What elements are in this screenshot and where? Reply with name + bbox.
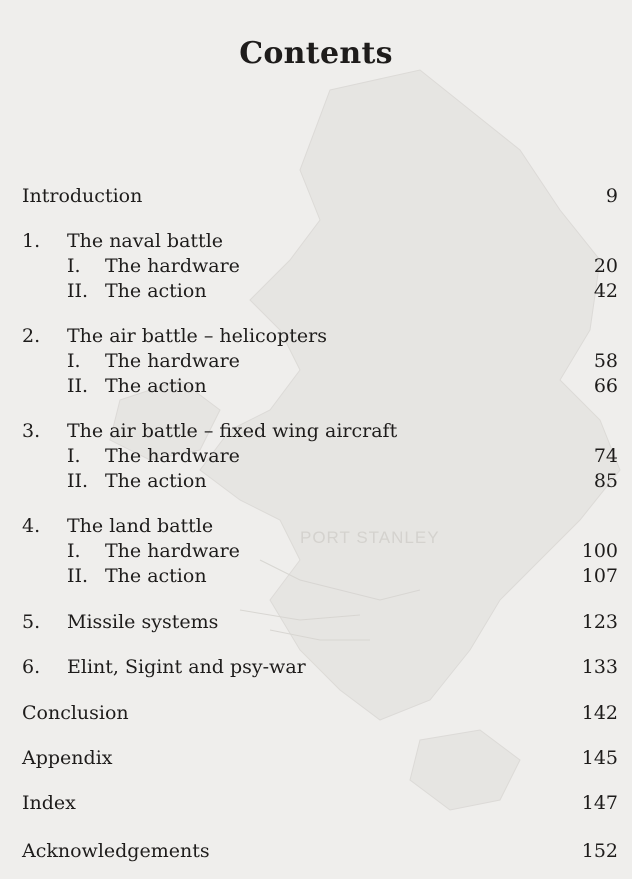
entry-title: Index xyxy=(22,792,76,814)
page-number: 147 xyxy=(581,792,618,814)
page-number: 123 xyxy=(581,611,618,633)
toc-section xyxy=(0,253,632,279)
toc-section xyxy=(0,278,632,304)
page-title: Contents xyxy=(239,36,393,71)
entry-title: Appendix xyxy=(22,747,113,769)
chapter-number: 2. xyxy=(22,325,41,347)
page-number: 58 xyxy=(593,350,618,372)
toc-entry-introduction xyxy=(0,183,632,209)
toc-chapter-2 xyxy=(0,323,632,349)
toc-section xyxy=(0,348,632,374)
toc-chapter-4 xyxy=(0,513,632,539)
entry-title: Acknowledgements xyxy=(22,840,210,862)
page-number: 133 xyxy=(581,656,618,678)
chapter-title: Missile systems xyxy=(67,611,219,633)
toc-chapter-1 xyxy=(0,228,632,254)
page-number: 42 xyxy=(593,280,618,302)
chapter-title: The land battle xyxy=(67,515,214,537)
page-number: 74 xyxy=(593,445,618,467)
map-label-text: PORT STANLEY xyxy=(300,528,440,547)
toc-section xyxy=(0,443,632,469)
section-title: The action xyxy=(105,280,207,302)
chapter-number: 3. xyxy=(22,420,41,442)
section-title: The hardware xyxy=(105,255,240,277)
page-number: 145 xyxy=(581,747,618,769)
toc-section xyxy=(0,538,632,564)
toc-chapter-6 xyxy=(0,654,632,680)
section-number: II. xyxy=(67,470,89,492)
page-number: 20 xyxy=(593,255,618,277)
section-number: I. xyxy=(67,255,81,277)
section-title: The action xyxy=(105,375,207,397)
section-number: II. xyxy=(67,565,89,587)
section-title: The hardware xyxy=(105,445,240,467)
toc-section xyxy=(0,563,632,589)
section-number: I. xyxy=(67,350,81,372)
toc-chapter-5 xyxy=(0,609,632,635)
chapter-title: The air battle – fixed wing aircraft xyxy=(67,420,398,442)
chapter-number: 1. xyxy=(22,230,41,252)
section-title: The hardware xyxy=(105,350,240,372)
chapter-number: 4. xyxy=(22,515,41,537)
section-title: The action xyxy=(105,565,207,587)
section-number: II. xyxy=(67,280,89,302)
section-title: The hardware xyxy=(105,540,240,562)
section-number: I. xyxy=(67,445,81,467)
chapter-number: 6. xyxy=(22,656,41,678)
section-number: II. xyxy=(67,375,89,397)
page-number: 152 xyxy=(581,840,618,862)
toc-chapter-3 xyxy=(0,418,632,444)
toc-entry-acknowledgements xyxy=(0,838,632,864)
page-number: 66 xyxy=(593,375,618,397)
section-number: I. xyxy=(67,540,81,562)
chapter-title: The naval battle xyxy=(67,230,224,252)
section-title: The action xyxy=(105,470,207,492)
page-number: 9 xyxy=(605,185,618,207)
toc-entry-index xyxy=(0,790,632,816)
entry-title: Conclusion xyxy=(22,702,129,724)
page-number: 107 xyxy=(581,565,618,587)
chapter-title: The air battle – helicopters xyxy=(67,325,327,347)
page-number: 100 xyxy=(581,540,618,562)
entry-title: Introduction xyxy=(22,185,143,207)
toc-entry-conclusion xyxy=(0,700,632,726)
chapter-number: 5. xyxy=(22,611,41,633)
page-number: 142 xyxy=(581,702,618,724)
toc-section xyxy=(0,468,632,494)
chapter-title: Elint, Sigint and psy-war xyxy=(67,656,306,678)
toc-section xyxy=(0,373,632,399)
page-number: 85 xyxy=(593,470,618,492)
toc-entry-appendix xyxy=(0,745,632,771)
